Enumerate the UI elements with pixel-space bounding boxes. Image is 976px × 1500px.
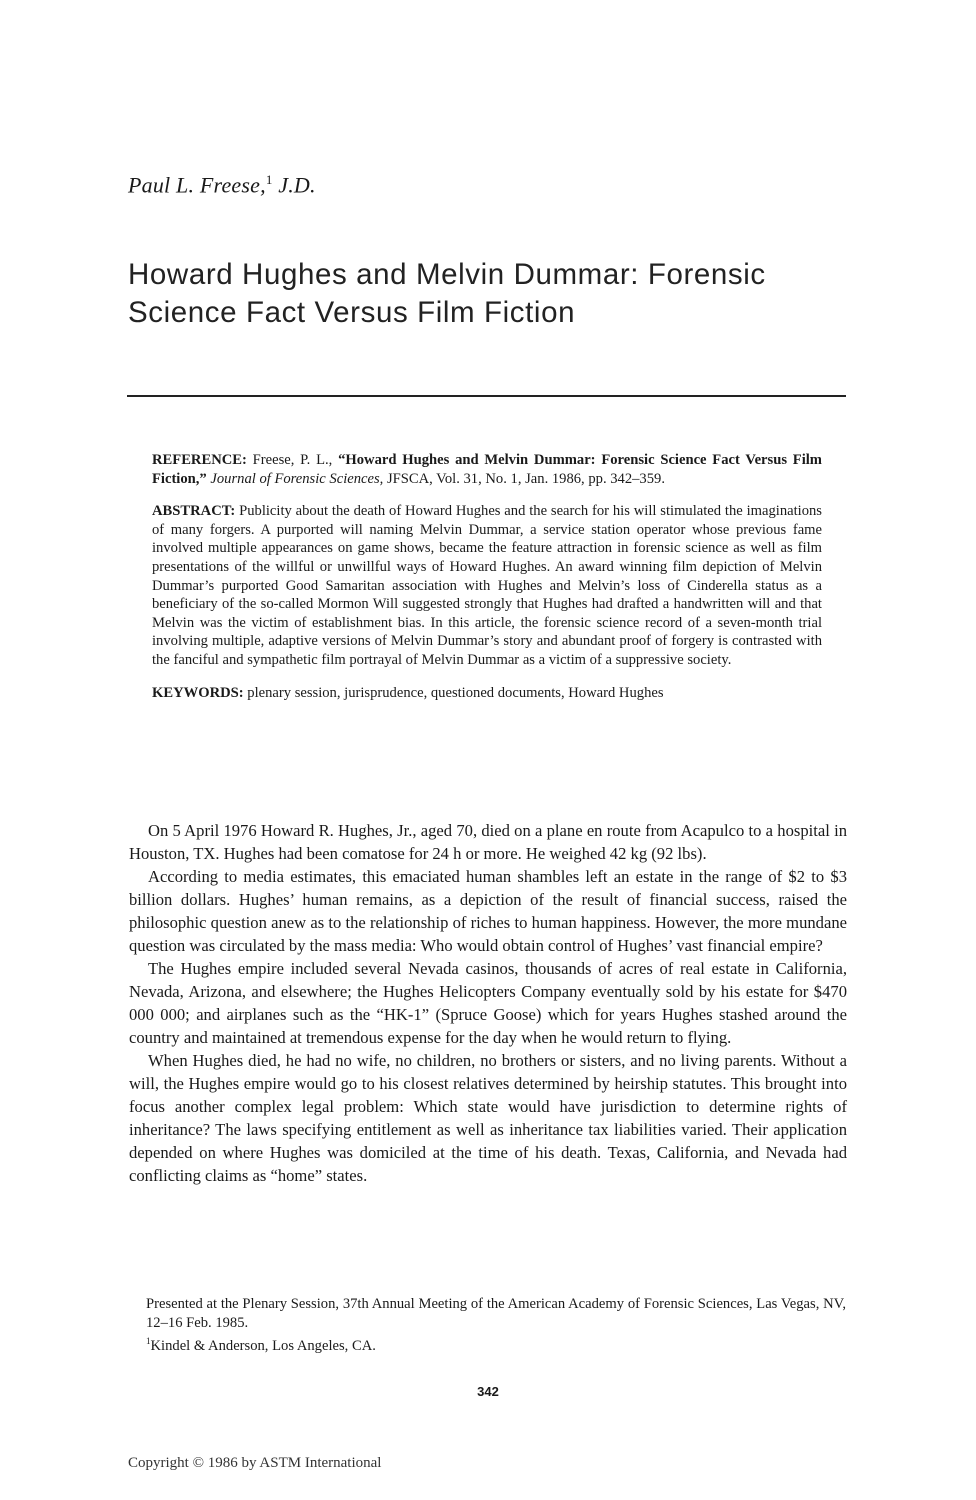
page-number: 342 <box>477 1384 499 1399</box>
author-footnote-mark: 1 <box>265 172 273 187</box>
paper-title: Howard Hughes and Melvin Dummar: Forensic Science Fact Versus Film Fiction <box>128 258 766 329</box>
presented-note: Presented at the Plenary Session, 37th Annual Meeting of the American Academy of Forensic Sciences, Las Vegas, NV, 12–16 Feb. 1985. <box>146 1296 846 1331</box>
body-text <box>129 819 847 1187</box>
abstract-text: Publicity about the death of Howard Hughes and the search for his will stimulated the imaginations of many forgers. A purported will naming Melvin Dummar, a service station operator whose previous fame involved multiple appearances on game shows, became the feature attraction in forensic science as well as film presentations of the willful or unwillful ways of Howard Hughes. An award winning film depiction of Melvin Dummar’s purported Good Samaritan association with Hughes and Melvin’s loss of Cinderella status as a beneficiary of the so-called Mormon Will suggested strongly that Hughes had drafted a handwritten will and that Melvin was the victim of establishment bias. In this article, the forensic science record of a seven-month trial involving multiple, adaptive versions of Melvin Dummar’s story and abundant proof of forgery is contrasted with the fanciful and sympathetic film portrayal of Melvin Dummar as a victim of a suppressive society. <box>152 503 822 668</box>
reference-journal: Journal of Forensic Sciences, <box>210 470 384 487</box>
reference-article-title: “Howard Hughes and Melvin Dummar: Forensic Science Fact Versus Film Fiction,” <box>152 452 822 487</box>
keywords-label: KEYWORDS: <box>152 684 244 701</box>
keywords-text: plenary session, jurisprudence, questioned documents, Howard Hughes <box>247 684 664 701</box>
reference-authors: Freese, P. L., <box>252 452 333 468</box>
copyright-notice: Copyright © 1986 by ASTM International <box>128 1455 382 1471</box>
title-divider <box>127 395 846 397</box>
body-paragraph: The Hughes empire included several Nevada casinos, thousands of acres of real estate in California, Nevada, Arizona, and elsewhere; the Hughes Helicopters Company eventually sold by his estate for $470 000 000; and airplanes such as the “HK-1” (Spruce Goose) which for years Hughes stashed around the country and maintained at tremendous expense for the day when he would return to flying. <box>129 959 847 1047</box>
front-matter <box>152 451 822 702</box>
abstract-paragraph <box>152 502 822 669</box>
body-paragraph: According to media estimates, this emaciated human shambles left an estate in the range of $2 to $3 billion dollars. Hughes’ human remains, as a depiction of the result of financial success, raised the philosophic question anew as to the relationship of riches to human happiness. However, the more mundane question was circulated by the mass media: Who would obtain control of Hughes’ vast financial empire? <box>129 867 847 955</box>
keywords-paragraph <box>152 684 822 703</box>
reference-label: REFERENCE: <box>152 452 247 468</box>
author-line <box>128 172 316 198</box>
body-paragraph: When Hughes died, he had no wife, no children, no brothers or sisters, and no living parents. Without a will, the Hughes empire would go to his closest relatives determined by heirship statutes. This brought into focus another complex legal problem: Which state would have jurisdiction to determine rights of inheritance? The laws specifying entitlement as well as inheritance tax liabilities varied. Their application depended on where Hughes was domiciled at the time of his death. Texas, California, and Nevada had conflicting claims as “home” states. <box>129 1051 847 1185</box>
footnotes <box>146 1295 846 1356</box>
affiliation-note <box>146 1332 846 1355</box>
abstract-label: ABSTRACT: <box>152 503 236 520</box>
reference-paragraph <box>152 451 822 488</box>
affiliation-mark: 1 <box>146 1336 151 1347</box>
author-name: Paul L. Freese, <box>128 172 266 198</box>
author-degree: J.D. <box>278 172 316 198</box>
body-paragraph: On 5 April 1976 Howard R. Hughes, Jr., aged 70, died on a plane en route from Acapulco to a hospital in Houston, TX. Hughes had been comatose for 24 h or more. He weighed 42 kg (92 lbs). <box>129 821 847 863</box>
reference-details: JFSCA, Vol. 31, No. 1, Jan. 1986, pp. 342–359. <box>386 470 665 487</box>
affiliation-text: Kindel & Anderson, Los Angeles, CA. <box>150 1338 376 1355</box>
